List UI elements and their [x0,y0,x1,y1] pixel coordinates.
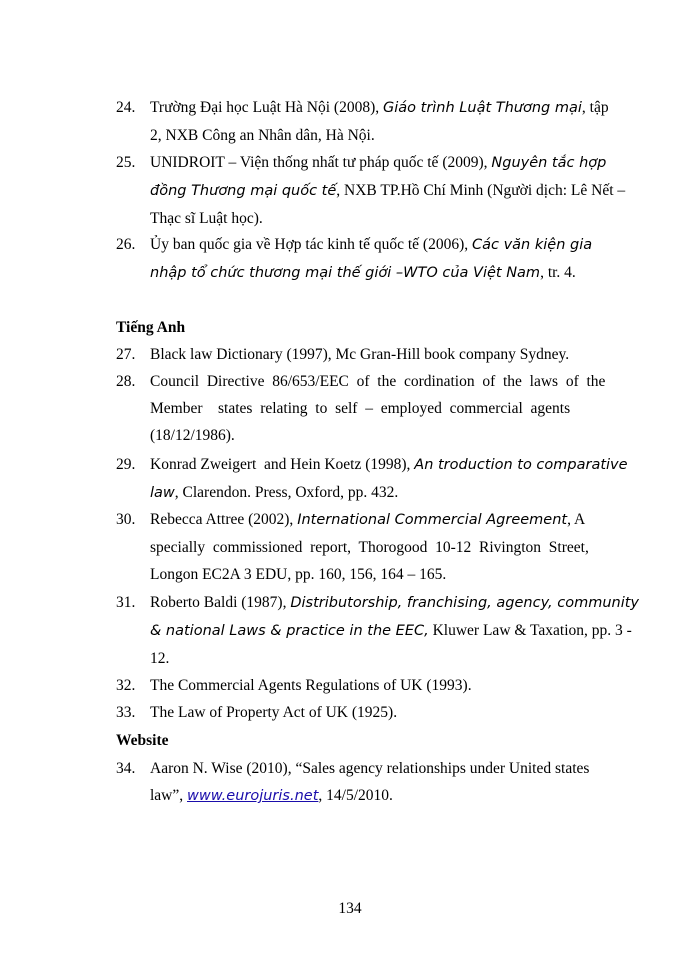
section-heading-website: Website [116,732,169,749]
reference-number: 30. [116,511,136,528]
reference-title: International Commercial Agreement [297,512,568,528]
reference-title: nhập tổ chức thương mại thế giới –WTO của Việt Nam [150,265,541,281]
reference-title: & national Laws & practice in the EEC, [150,623,429,639]
reference-title: Giáo trình Luật Thương mại [383,100,582,116]
reference-title: law [150,485,175,501]
reference-title: An troduction to comparative [414,457,628,473]
reference-number: 29. [116,456,136,473]
reference-title: Distributorship, franchising, agency, community [290,595,640,611]
reference-number: 33. [116,704,136,721]
reference-number: 32. [116,677,136,694]
document-page: 24. Trường Đại học Luật Hà Nội (2008), Giáo trình Luật Thương mại, tập 2, NXB Công an Nhân dân, Hà Nội. 25. UNIDROIT – Viện thống nhất tư pháp quốc tế (2009), Nguyên tắc hợp đồng Thương mại quốc tế, NXB TP.Hồ Chí Minh (Người dịch: Lê Nết – Thạc sĩ Luật học). 26. Ủy ban quốc gia về Hợp tác kinh tế quốc tế (2006), Các văn kiện gia nhập tổ chức thương mại thế giới –WTO của Việt Nam, tr. 4. Tiếng Anh 27. Black law Dictionary (1997), Mc Gran-Hill book company Sydney. 28. Council Directive 86/653/EEC of the cordination of the laws of the Member states relating to self – employed commercial agents (18/12/1986). 29. Konrad Zweigert and Hein Koetz (1998), An troduction to comparative law, Clarendon. Press, Oxford, pp. 432. 30. Rebecca Attree (2002), International Commercial Agreement, A specially commissioned report, Thorogood 10-12 Rivington Street, Longon EC2A 3 EDU, pp. 160, 156, 164 – 165. 31. Roberto Baldi (1987), Distributorship, franchising, agency, community & national Laws & practice in the EEC, Kluwer Law & Taxation, pp. 3 - 12. 32. The Commercial Agents Regulations of UK (1993). 33. The Law of Property Act of UK (1925). Website 34. Aaron N. Wise (2010), “Sales agency relationships under United states law”, www.eurojuris.net, 14/5/2010. 134 [0,0,700,960]
section-heading-english: Tiếng Anh [116,319,186,336]
reference-title: Các văn kiện gia [471,237,593,253]
website-link[interactable]: www.eurojuris.net [187,788,319,804]
reference-number: 25. [116,154,136,171]
reference-title: đồng Thương mại quốc tế [150,183,337,199]
reference-number: 24. [116,99,136,116]
reference-title: Nguyên tắc hợp [491,155,607,171]
reference-number: 34. [116,760,136,777]
reference-number: 27. [116,346,136,363]
reference-number: 26. [116,236,136,253]
page-number: 134 [338,900,362,917]
reference-number: 28. [116,373,136,390]
reference-number: 31. [116,594,136,611]
